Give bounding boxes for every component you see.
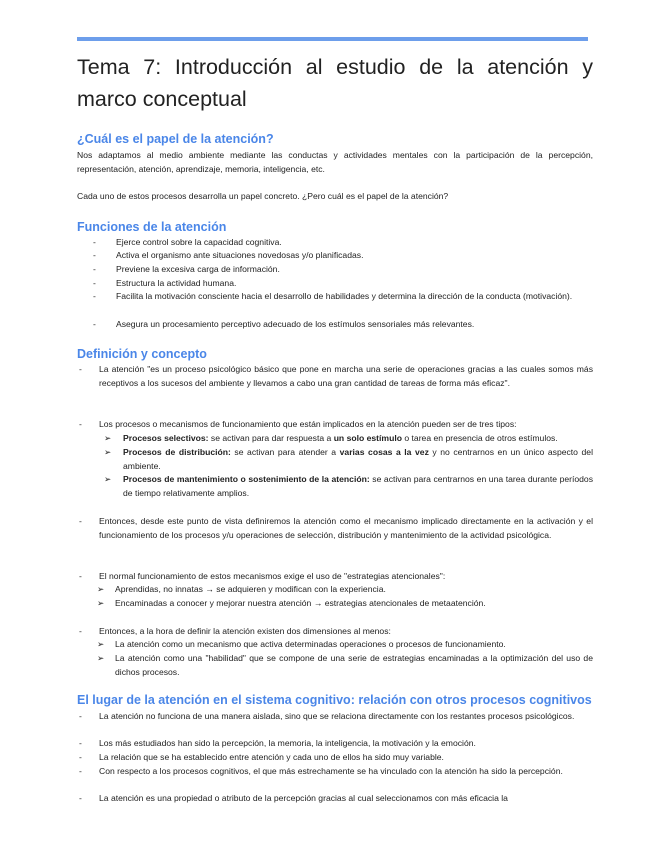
list-item: Los más estudiados han sido la percepción, la memoria, la inteligencia, la motivación y la emoción. — [99, 738, 476, 748]
list-item-distribucion: Procesos de distribución: se activan para atender a varias cosas a la vez y no centrarnos en un único aspecto del ambiente. — [123, 447, 593, 471]
list-item: Estructura la actividad humana. — [116, 278, 237, 288]
list-item: Entonces, desde este punto de vista definiremos la atención como el mecanismo implicado directamente en la activación y el funcionamiento de los procesos y/u operaciones de selección, distribución y mantenimiento de la actividad psicológica. — [99, 516, 593, 540]
list-item: Facilita la motivación consciente hacia el desarrollo de habilidades y determina la dirección de la conducta (motivación). — [116, 291, 573, 301]
paragraph: Cada uno de estos procesos desarrolla un papel concreto. ¿Pero cuál es el papel de la atención? — [77, 191, 449, 201]
list-marker: - — [93, 291, 96, 301]
arrow-marker: ➢ — [97, 584, 105, 594]
section-heading-lugar: El lugar de la atención en el sistema cognitivo: relación con otros procesos cognitivos — [77, 693, 592, 707]
list-marker: - — [79, 752, 82, 762]
list-item: La atención es una propiedad o atributo de la percepción gracias al cual seleccionamos con más eficacia la — [99, 793, 508, 803]
list-item: Los procesos o mecanismos de funcionamiento que están implicados en la atención pueden ser de tres tipos: — [99, 419, 517, 429]
list-item: La relación que se ha establecido entre atención y cada uno de ellos ha sido muy variable. — [99, 752, 444, 762]
paragraph: Nos adaptamos al medio ambiente mediante las conductas y actividades mentales con la participación de la percepción, representación, atención, aprendizaje, memoria, inteligencia, etc. — [77, 150, 593, 174]
list-item: Ejerce control sobre la capacidad cognitiva. — [116, 237, 282, 247]
section-heading-definicion: Definición y concepto — [77, 347, 207, 361]
page-title: Tema 7: Introducción al estudio de la atención y marco conceptual — [77, 55, 593, 111]
list-item: El normal funcionamiento de estos mecanismos exige el uso de "estrategias atencionales": — [99, 571, 446, 581]
arrow-marker: ➢ — [97, 598, 105, 608]
arrow-marker: ➢ — [104, 433, 112, 443]
list-item: Aprendidas, no innatas → se adquieren y modifican con la experiencia. — [115, 584, 386, 594]
list-marker: - — [79, 364, 82, 374]
section-heading-papel: ¿Cuál es el papel de la atención? — [77, 132, 274, 146]
arrow-marker: ➢ — [104, 474, 112, 484]
list-marker: - — [79, 793, 82, 803]
list-item: Asegura un procesamiento perceptivo adecuado de los estímulos sensoriales más relevantes. — [116, 319, 475, 329]
list-marker: - — [93, 237, 96, 247]
list-marker: - — [79, 419, 82, 429]
list-marker: - — [93, 319, 96, 329]
arrow-marker: ➢ — [104, 447, 112, 457]
list-marker: - — [79, 626, 82, 636]
list-marker: - — [79, 766, 82, 776]
list-marker: - — [93, 250, 96, 260]
arrow-marker: ➢ — [97, 653, 105, 663]
list-marker: - — [79, 711, 82, 721]
list-item: La atención como una "habilidad" que se compone de una serie de estrategias encaminadas a la optimización del uso de dichos procesos. — [115, 653, 593, 677]
list-marker: - — [93, 264, 96, 274]
list-item: Previene la excesiva carga de información. — [116, 264, 280, 274]
list-item-mantenimiento: Procesos de mantenimiento o sostenimiento de la atención: se activan para centrarnos en una tarea durante períodos de tiempo relativamente amplios. — [123, 474, 594, 498]
list-item: La atención "es un proceso psicológico básico que pone en marcha una serie de operaciones gracias a las cuales somos más receptivos a los sucesos del ambiente y llevamos a cabo una gran cantidad de tareas de forma más eficaz". — [99, 364, 593, 388]
list-item: Entonces, a la hora de definir la atención existen dos dimensiones al menos: — [99, 626, 391, 636]
list-marker: - — [79, 571, 82, 581]
list-item-selectivos: Procesos selectivos: se activan para dar respuesta a un solo estímulo o tarea en presencia de otros estímulos. — [123, 433, 558, 443]
list-marker: - — [79, 738, 82, 748]
list-item: Con respecto a los procesos cognitivos, el que más estrechamente se ha vinculado con la atención ha sido la percepción. — [99, 766, 563, 776]
list-item: Encaminadas a conocer y mejorar nuestra atención → estrategias atencionales de metaatención. — [115, 598, 486, 608]
list-item: La atención como un mecanismo que activa determinadas operaciones o procesos de funcionamiento. — [115, 639, 506, 649]
list-marker: - — [79, 516, 82, 526]
list-item: Activa el organismo ante situaciones novedosas y/o planificadas. — [116, 250, 364, 260]
list-item: La atención no funciona de una manera aislada, sino que se relaciona directamente con los restantes procesos psicológicos. — [99, 711, 575, 721]
arrow-marker: ➢ — [97, 639, 105, 649]
header-rule — [77, 37, 588, 41]
list-marker: - — [93, 278, 96, 288]
section-heading-funciones: Funciones de la atención — [77, 220, 227, 234]
